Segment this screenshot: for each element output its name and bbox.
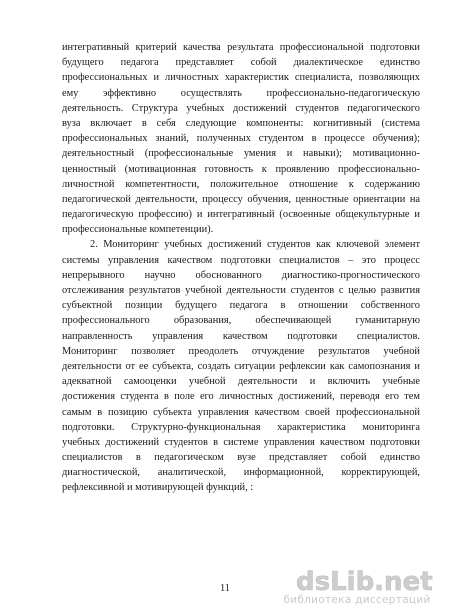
text-line: рефлексивной и мотивирующей функций, : — [62, 482, 254, 494]
text-line: адекватной самооценки учебной деятельности и включить учебные — [62, 376, 420, 388]
text-line: достижения студента в поле его личностных достижений, переводя его тем — [62, 391, 420, 403]
text-line: непрерывного научно обоснованного диагностико-прогностического — [62, 269, 420, 281]
text-line: ценностный (мотивационная готовность к проявлению профессионально- — [62, 163, 420, 175]
text-line: системы управления качеством подготовки специалистов – это процесс — [62, 254, 420, 266]
page-number: 11 — [219, 583, 230, 594]
body-text — [62, 40, 420, 496]
text-line: педагогическую профессию) и интегративный (освоенные общекультурные и — [62, 209, 420, 221]
text-line: вуза включает в себя следующие компоненты: когнитивный (система — [62, 117, 420, 129]
paragraph-start-line: 2. Мониторинг учебных достижений студентов как ключевой элемент — [90, 239, 420, 251]
text-line: направленность управления качеством подготовки специалистов. — [62, 330, 420, 342]
text-line: специалистов в педагогическом вузе представляет собой единство — [62, 452, 420, 464]
dslib-logo-icon — [296, 566, 442, 594]
watermark-logo-text: dsLib.net — [296, 567, 433, 594]
text-line: деятельность. Структура учебных достижений студентов педагогического — [62, 102, 420, 114]
text-line: самым в позицию субъекта управления качеством своей профессиональной — [62, 406, 420, 418]
text-line: профессиональных знаний, полученных студентом в процессе обучения); — [62, 133, 420, 145]
text-line: личностной компетентности, положительное отношение к содержанию — [62, 178, 420, 190]
text-line: педагогической деятельности, процессу обучения, ценностные ориентации на — [62, 193, 420, 205]
text-line: будущего педагога представляет собой диалектическое единство — [62, 57, 420, 69]
text-line: профессиональных и личностных характеристик специалиста, позволяющих — [62, 72, 420, 84]
text-line: субъектной позиции будущего педагога в отношении собственного — [62, 300, 420, 312]
text-line: учебных достижений студентов в системе управления качеством подготовки — [62, 436, 420, 448]
text-line: Мониторинг позволяет преодолеть отчуждение результатов учебной — [62, 345, 420, 357]
text-line: ему эффективно осуществлять профессионально-педагогическую — [62, 87, 420, 99]
text-line: профессиональные компетенции). — [62, 224, 214, 236]
watermark-tagline: библиотека диссертаций — [283, 594, 431, 606]
text-line: деятельностный (профессиональные умения и навыки); мотивационно- — [62, 148, 420, 160]
text-line: интегративный критерий качества результата профессиональной подготовки — [62, 42, 420, 53]
text-line: подготовки. Структурно-функциональная характеристика мониторинга — [62, 421, 420, 433]
text-line: диагностической, аналитической, информационной, корректирующей, — [62, 467, 420, 479]
text-line: деятельности от ее субъекта, создать ситуации рефлексии как самопознания и — [62, 360, 420, 372]
text-line: профессионального образования, обеспечивающей гуманитарную — [62, 315, 420, 327]
text-line: отслеживания результатов учебной деятельности студентов с целью развития — [62, 285, 420, 296]
watermark-logo — [272, 566, 442, 610]
